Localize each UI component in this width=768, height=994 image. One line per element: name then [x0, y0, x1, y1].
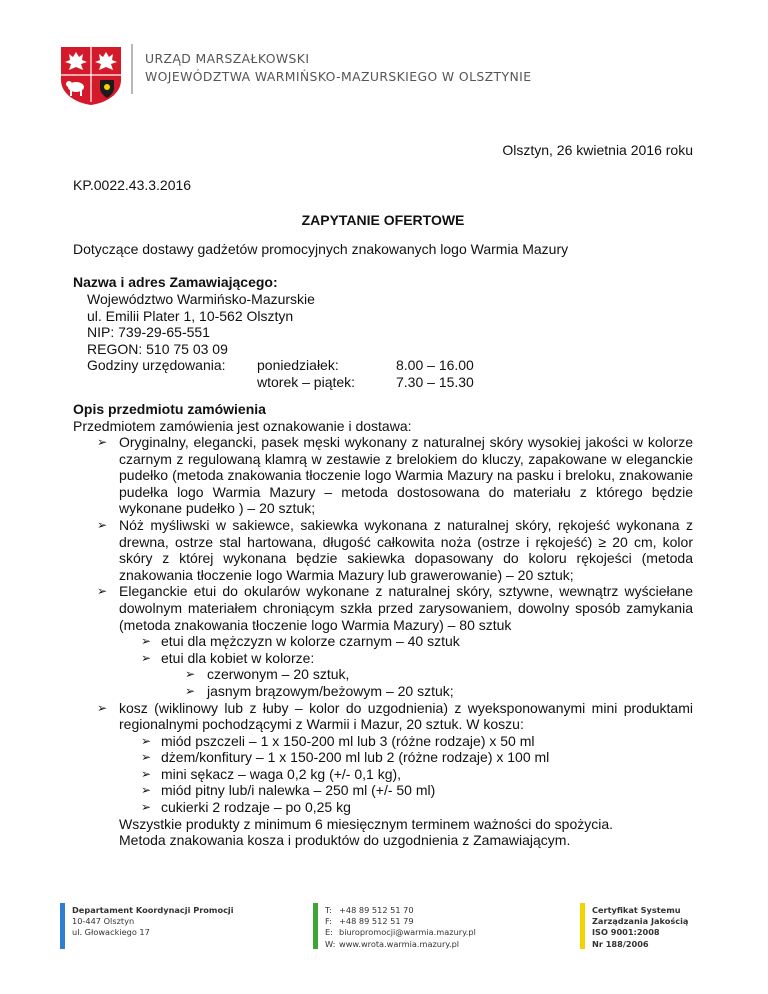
arrow-bullet-icon: ➢: [97, 435, 108, 449]
item-text: Oryginalny, elegancki, pasek męski wykonany z naturalnej skóry wysokiej jakości w kolorze czarnym z regulowaną klamrą w zestawie z brelokiem do kluczy, zapakowane w eleganckie pudełko (metoda znakowania tłoczenie logo Warmia Mazury na pasku i breloku, znakowanie pudełka logo Warmia Mazury – metoda dostosowana do materiału z którego będzie wykonane pudełko ) – 20 sztuk;: [119, 434, 693, 517]
footer-contact: [325, 905, 476, 950]
hours-time: 8.00 – 16.00: [396, 357, 474, 374]
item-text: mini sękacz – waga 0,2 kg (+/- 0,1 kg),: [161, 765, 402, 782]
order-items-list: [73, 434, 693, 849]
hours-days: wtorek – piątek:: [257, 373, 356, 390]
contracting-nip: NIP: 739-29-65-551: [87, 324, 210, 341]
phone-label: T:: [325, 905, 332, 915]
contracting-regon: REGON: 510 75 03 09: [87, 340, 228, 357]
item-text: czerwonym – 20 sztuk,: [207, 666, 350, 683]
item-text: dżem/konfitury – 1 x 150-200 ml lub 2 (różne rodzaje) x 100 ml: [161, 749, 550, 766]
coat-of-arms-icon: [58, 44, 124, 106]
item-text: etui dla mężczyzn w kolorze czarnym – 40 sztuk: [161, 633, 460, 650]
cert-line2: Zarządzania Jakością: [592, 916, 689, 927]
item-text: miód pszczeli – 1 x 150-200 ml lub 3 (różne rodzaje) x 50 ml: [161, 732, 535, 749]
email-label: E:: [325, 927, 333, 938]
letter-date: Olsztyn, 26 kwietnia 2016 roku: [502, 142, 693, 158]
footer-accent-green: [313, 903, 318, 949]
list-item: [73, 799, 693, 816]
arrow-bullet-icon: ➢: [185, 683, 196, 698]
phone-number[interactable]: +48 89 512 51 70: [339, 905, 414, 915]
list-item: [73, 666, 693, 683]
website-link[interactable]: www.wrota.warmia.mazury.pl: [339, 938, 460, 949]
contracting-details: [87, 291, 474, 391]
cert-line4: Nr 188/2006: [592, 938, 649, 949]
item-text: miód pitny lub/i nalewka – 250 ml (+/- 50 ml): [161, 782, 436, 799]
contracting-address: ul. Emilii Plater 1, 10-562 Olsztyn: [87, 307, 294, 324]
list-item: [73, 583, 693, 633]
contracting-heading: Nazwa i adres Zamawiającego:: [73, 274, 278, 290]
department-street: ul. Głowackiego 17: [72, 927, 150, 938]
list-item: [73, 782, 693, 799]
arrow-bullet-icon: ➢: [141, 650, 152, 665]
list-item: [73, 517, 693, 583]
arrow-bullet-icon: ➢: [185, 667, 196, 682]
footer-accent-yellow: [580, 903, 585, 949]
arrow-bullet-icon: ➢: [97, 517, 108, 532]
item-text: Nóż myśliwski w sakiewce, sakiewka wykonana z naturalnej skóry, rękojeść wykonana z drewna, ostrze stal hartowana, długość całkowita noża (ostrze i rękojeść) ≥ 20 cm, kolor skóry z której wykonana będzie sakiewka dopasowany do koloru rękojeści (metoda znakowania tłoczenie logo Warmia Mazury lub grawerowanie) – 20 sztuk;: [119, 516, 693, 583]
list-item: [73, 766, 693, 783]
contracting-name: Województwo Warmińsko-Mazurskie: [87, 291, 315, 307]
arrow-bullet-icon: ➢: [141, 750, 152, 765]
institution-name-line1: URZĄD MARSZAŁKOWSKI: [145, 51, 310, 66]
cert-line1: Certyfikat Systemu: [592, 905, 681, 915]
item-text: etui dla kobiet w kolorze:: [161, 649, 315, 666]
document-subject: Dotyczące dostawy gadżetów promocyjnych znakowanych logo Warmia Mazury: [73, 241, 569, 257]
note-text: Wszystkie produkty z minimum 6 miesięcznym terminem ważności do spożycia.: [119, 815, 614, 832]
department-city: 10-447 Olsztyn: [72, 916, 135, 927]
item-text: Eleganckie etui do okularów wykonane z naturalnej skóry, sztywne, wewnątrz wyściełane dowolnym materiałem chroniącym szkła przed zarysowaniem, dowolny sposób zamykania (metoda znakowania tłoczenie logo Warmia Mazury) – 80 sztuk: [119, 583, 693, 633]
arrow-bullet-icon: ➢: [141, 766, 152, 781]
website-label: W:: [325, 938, 336, 949]
hours-label: Godziny urzędowania:: [87, 357, 226, 374]
header-divider: [131, 44, 133, 94]
item-text: kosz (wiklinowy lub z łuby – kolor do uzgodnienia) z wyeksponowanymi mini produktami regionalnymi pochodzącymi z Warmii i Mazur, 20 sztuk. W koszu:: [119, 699, 693, 733]
institution-name-line2: WOJEWÓDZTWA WARMIŃSKO-MAZURSKIEGO W OLSZTYNIE: [145, 69, 532, 84]
footer-accent-blue: [60, 903, 65, 949]
reference-number: KP.0022.43.3.2016: [73, 177, 192, 193]
list-item: [73, 749, 693, 766]
document-title: ZAPYTANIE OFERTOWE: [301, 212, 465, 228]
fax-label: F:: [325, 916, 332, 927]
list-item: [73, 733, 693, 750]
list-item: [73, 633, 693, 650]
arrow-bullet-icon: ➢: [97, 700, 108, 715]
cert-line3: ISO 9001:2008: [592, 927, 660, 938]
hours-days: poniedziałek:: [257, 357, 339, 374]
department-name: Departament Koordynacji Promocji: [72, 905, 234, 915]
list-item: [73, 700, 693, 733]
item-text: jasnym brązowym/beżowym – 20 sztuk;: [207, 682, 454, 699]
arrow-bullet-icon: ➢: [141, 800, 152, 815]
list-item: [73, 650, 693, 667]
list-item: [73, 683, 693, 700]
hours-row: [87, 373, 474, 391]
hours-time: 7.30 – 15.30: [396, 373, 474, 390]
institution-name: [145, 50, 531, 86]
hours-row: [87, 357, 474, 374]
fax-number: +48 89 512 51 79: [339, 916, 414, 927]
arrow-bullet-icon: ➢: [141, 634, 152, 649]
footer-certificate: [592, 905, 688, 950]
arrow-bullet-icon: ➢: [141, 733, 152, 748]
email-link[interactable]: biuropromocji@warmia.mazury.pl: [339, 927, 476, 938]
list-item: [73, 434, 693, 517]
order-heading: Opis przedmiotu zamówienia: [73, 401, 266, 417]
note-text: Metoda znakowania kosza i produktów do uzgodnienia z Zamawiającym.: [119, 832, 571, 849]
arrow-bullet-icon: ➢: [141, 783, 152, 798]
arrow-bullet-icon: ➢: [97, 584, 108, 599]
item-text: cukierki 2 rodzaje – po 0,25 kg: [161, 799, 351, 816]
order-intro: Przedmiotem zamówienia jest oznakowanie i dostawa:: [73, 418, 412, 434]
footer-department: [72, 905, 234, 939]
